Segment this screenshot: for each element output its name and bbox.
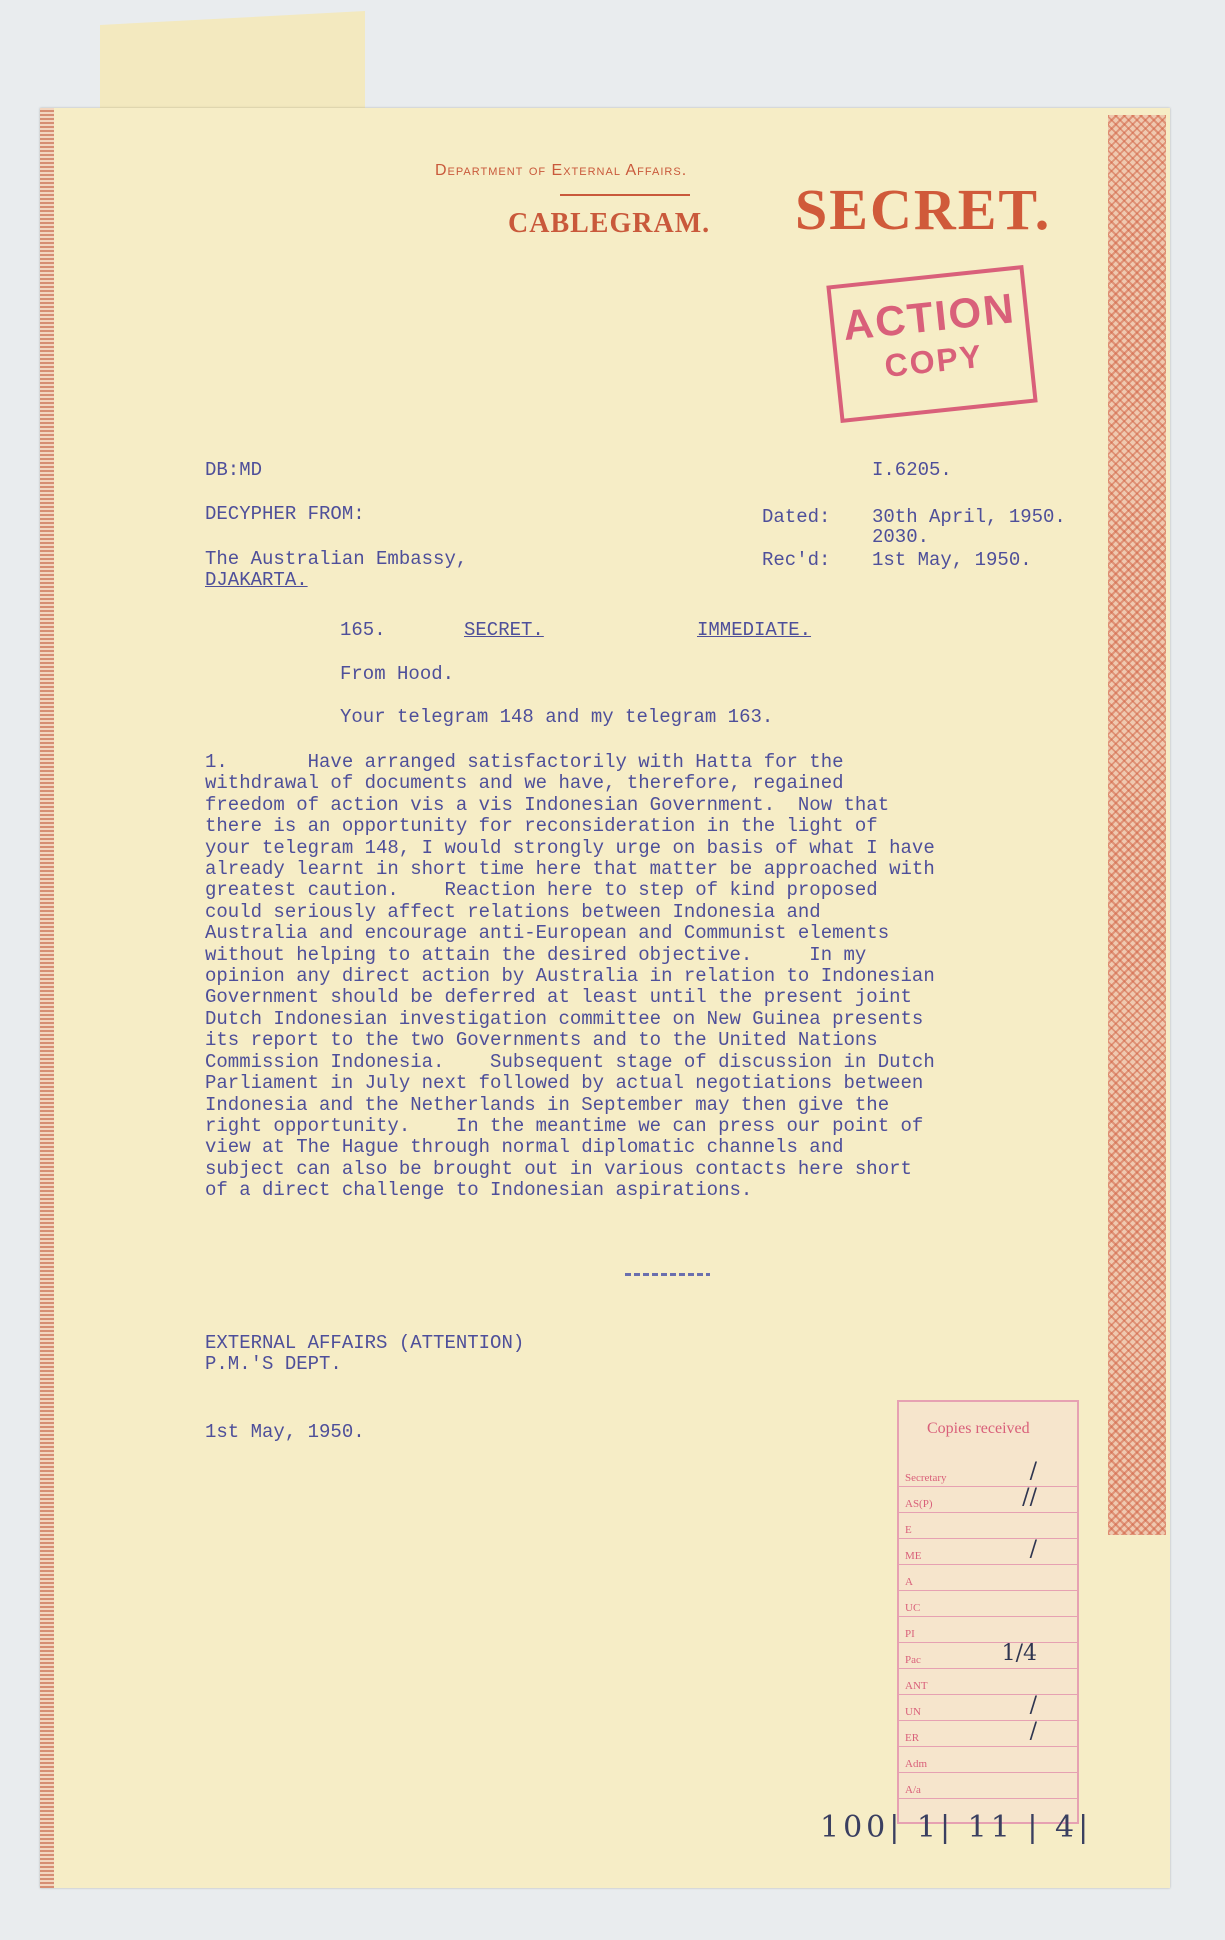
copies-row-label: AS(P) bbox=[905, 1498, 933, 1510]
message-sender: From Hood. bbox=[340, 663, 455, 685]
copies-row-mark: / bbox=[1029, 1719, 1037, 1744]
copies-row-label: Pac bbox=[905, 1654, 921, 1666]
copies-row bbox=[899, 1670, 1077, 1695]
copies-row-mark: 1/4 bbox=[1001, 1641, 1037, 1666]
sender-line-2: DJAKARTA. bbox=[205, 569, 308, 591]
message-secret: SECRET. bbox=[464, 619, 544, 641]
copies-row bbox=[899, 1618, 1077, 1643]
copies-row-label: ME bbox=[905, 1550, 922, 1562]
copies-row-label: E bbox=[905, 1524, 912, 1536]
copies-received-title: Copies received bbox=[927, 1420, 1030, 1437]
sender-line-1: The Australian Embassy, bbox=[205, 548, 468, 570]
copies-row-label: PI bbox=[905, 1628, 915, 1640]
copies-row bbox=[899, 1566, 1077, 1591]
copies-row bbox=[899, 1774, 1077, 1799]
body-line: Dutch Indonesian investigation committee on New Guinea presents bbox=[205, 1007, 924, 1030]
copies-row-label: UC bbox=[905, 1602, 921, 1614]
copies-row bbox=[899, 1719, 1077, 1747]
copies-row-mark: / bbox=[1029, 1693, 1037, 1718]
received-label: Rec'd: bbox=[762, 549, 831, 571]
reference-initials: DB:MD bbox=[205, 459, 263, 481]
body-line: view at The Hague through normal diplomatic channels and bbox=[205, 1136, 844, 1159]
copies-row bbox=[899, 1514, 1077, 1539]
body-line: your telegram 148, I would strongly urge on basis of what I have bbox=[205, 836, 935, 859]
body-line: of a direct challenge to Indonesian aspirations. bbox=[205, 1179, 753, 1202]
body-line: its report to the two Governments and to the United Nations bbox=[205, 1029, 878, 1052]
copies-row bbox=[899, 1537, 1077, 1565]
dated-label: Dated: bbox=[762, 506, 831, 528]
copies-row-label: A bbox=[905, 1576, 913, 1588]
body-line: Indonesia and the Netherlands in September may then give the bbox=[205, 1093, 890, 1116]
copies-row bbox=[899, 1485, 1077, 1513]
end-of-message-dashes bbox=[625, 1273, 710, 1276]
body-line: already learnt in short time here that matter be approached with bbox=[205, 858, 935, 881]
copies-received-stamp bbox=[897, 1400, 1079, 1824]
message-reference: Your telegram 148 and my telegram 163. bbox=[340, 706, 774, 728]
body-line: there is an opportunity for reconsideration in the light of bbox=[205, 815, 878, 838]
body-line: 1. Have arranged satisfactorily with Hatta for the bbox=[205, 751, 844, 773]
copies-row bbox=[899, 1748, 1077, 1773]
body-line: Government should be deferred at least until the present joint bbox=[205, 986, 912, 1009]
copies-row-label: Secretary bbox=[905, 1472, 947, 1484]
body-line: could seriously affect relations between Indonesia and bbox=[205, 900, 821, 923]
dated-time: 2030. bbox=[872, 526, 930, 548]
copies-row bbox=[899, 1641, 1077, 1669]
body-line: right opportunity. In the meantime we can press our point of bbox=[205, 1114, 924, 1137]
distribution-line-1: EXTERNAL AFFAIRS (ATTENTION) bbox=[205, 1332, 525, 1354]
message-priority: IMMEDIATE. bbox=[697, 619, 812, 641]
copies-row bbox=[899, 1693, 1077, 1721]
body-line: withdrawal of documents and we have, therefore, regained bbox=[205, 772, 844, 795]
copies-row-mark: // bbox=[1022, 1485, 1037, 1510]
copies-row bbox=[899, 1459, 1077, 1487]
cablegram-heading: CABLEGRAM. bbox=[508, 208, 711, 239]
body-line: subject can also be brought out in various contacts here short bbox=[205, 1157, 912, 1180]
secret-classification: SECRET. bbox=[795, 177, 1052, 242]
body-line: Australia and encourage anti-European and Communist elements bbox=[205, 922, 890, 945]
copies-row-mark: / bbox=[1029, 1537, 1037, 1562]
heading-rule bbox=[560, 194, 690, 196]
right-decorative-border bbox=[1108, 115, 1166, 1535]
copies-row-label: A/a bbox=[905, 1784, 921, 1796]
reference-number: I.6205. bbox=[872, 459, 952, 481]
message-body bbox=[205, 752, 1085, 1202]
body-line: without helping to attain the desired objective. In my bbox=[205, 943, 867, 966]
distribution-line-2: P.M.'S DEPT. bbox=[205, 1353, 342, 1375]
copies-row-label: Adm bbox=[905, 1758, 927, 1770]
department-heading: Department of External Affairs. bbox=[435, 162, 688, 179]
body-line: Commission Indonesia. Subsequent stage of discussion in Dutch bbox=[205, 1050, 935, 1073]
body-line: Parliament in July next followed by actual negotiations between bbox=[205, 1072, 924, 1095]
copies-row-label: UN bbox=[905, 1706, 921, 1718]
decypher-label: DECYPHER FROM: bbox=[205, 503, 365, 525]
stamp-line-2: COPY bbox=[882, 337, 985, 384]
footer-date: 1st May, 1950. bbox=[205, 1421, 365, 1443]
body-line: opinion any direct action by Australia in relation to Indonesian bbox=[205, 965, 935, 988]
body-line: freedom of action vis a vis Indonesian Government. Now that bbox=[205, 793, 890, 816]
dated-value: 30th April, 1950. bbox=[872, 506, 1066, 528]
stamp-line-1: ACTION bbox=[840, 284, 1018, 350]
handwritten-file-number: 100| 1| 11 | 4| bbox=[820, 1810, 1093, 1845]
copies-row-label: ER bbox=[905, 1732, 920, 1744]
left-perforation-border bbox=[40, 108, 54, 1888]
body-line: greatest caution. Reaction here to step of kind proposed bbox=[205, 879, 878, 902]
action-copy-stamp bbox=[826, 265, 1037, 423]
copies-row-mark: / bbox=[1029, 1459, 1037, 1484]
copies-row bbox=[899, 1592, 1077, 1617]
message-number: 165. bbox=[340, 619, 386, 641]
received-value: 1st May, 1950. bbox=[872, 549, 1032, 571]
copies-row-label: ANT bbox=[905, 1680, 928, 1692]
